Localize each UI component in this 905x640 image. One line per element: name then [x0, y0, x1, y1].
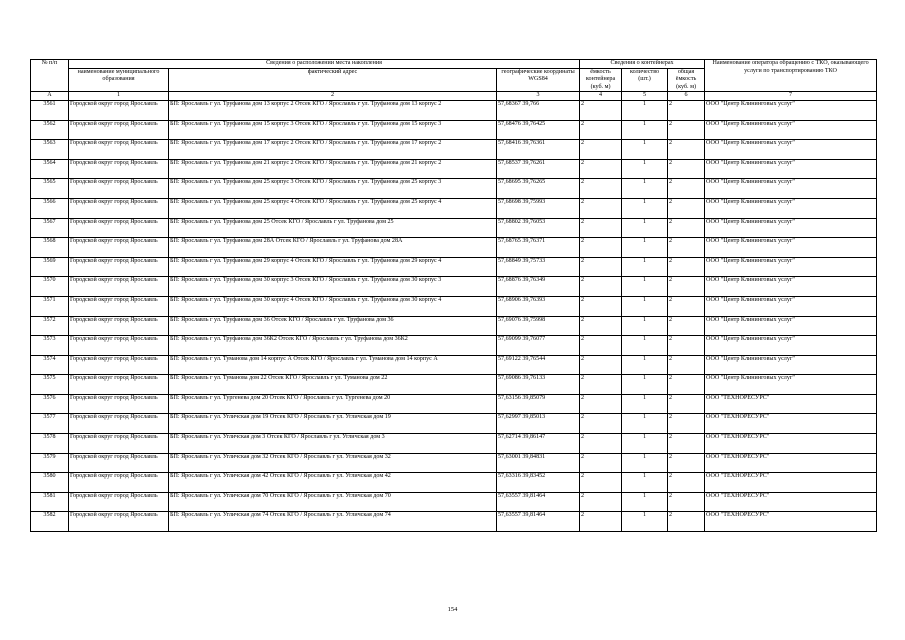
row-number: 3565 — [31, 179, 69, 199]
row-number: 3570 — [31, 277, 69, 297]
row-coords: 57,69099 39,76077 — [497, 336, 580, 356]
row-number: 3576 — [31, 394, 69, 414]
table-row — [31, 355, 877, 375]
row-number: 3574 — [31, 355, 69, 375]
header-coords: географические координаты WGS84 — [497, 68, 580, 92]
row-number: 3569 — [31, 257, 69, 277]
row-municipality: Городской округ город Ярославль — [69, 394, 169, 414]
row-address: БП: Ярославль г ул. Труфанова дом 17 корпус 2 Отсек КГО / Ярославль г ул. Труфанова дом 17 корпус 2 — [169, 140, 497, 160]
row-total: 2 — [668, 296, 705, 316]
row-municipality: Городской округ город Ярославль — [69, 277, 169, 297]
row-operator: ООО "Центр Клининговых услуг" — [705, 120, 877, 140]
row-municipality: Городской округ город Ярославль — [69, 414, 169, 434]
row-count: 1 — [622, 434, 668, 454]
row-number: 3568 — [31, 238, 69, 258]
row-coords: 57,68695 39,76265 — [497, 179, 580, 199]
row-municipality: Городской округ город Ярославль — [69, 257, 169, 277]
row-capacity: 2 — [580, 277, 622, 297]
row-coords: 57,68367 39,766 — [497, 100, 580, 120]
header-address: фактический адрес — [169, 68, 497, 92]
col-num-3: 3 — [497, 92, 580, 101]
row-count: 1 — [622, 257, 668, 277]
col-num-1: 1 — [69, 92, 169, 101]
header-capacity: ёмкость контейнера (куб. м) — [580, 68, 622, 92]
row-capacity: 2 — [580, 473, 622, 493]
row-address: БП: Ярославль г ул. Туманова дом 14 корпус А Отсек КГО / Ярославль г ул. Туманова дом 14 корпус А — [169, 355, 497, 375]
row-number: 3566 — [31, 198, 69, 218]
row-address: БП: Ярославль г ул. Туманова дом 22 Отсек КГО / Ярославль г ул. Туманова дом 22 — [169, 375, 497, 395]
row-capacity: 2 — [580, 100, 622, 120]
row-count: 1 — [622, 120, 668, 140]
row-address: БП: Ярославль г ул. Труфанова дом 30 корпус 3 Отсек КГО / Ярославль г ул. Труфанова дом 30 корпус 3 — [169, 277, 497, 297]
table-row — [31, 238, 877, 258]
row-coords: 57,68476 39,76425 — [497, 120, 580, 140]
header-containers: Сведения о контейнерах — [580, 60, 705, 69]
row-number: 3572 — [31, 316, 69, 336]
row-municipality: Городской округ город Ярославль — [69, 120, 169, 140]
row-coords: 57,69122 39,76544 — [497, 355, 580, 375]
row-number: 3579 — [31, 453, 69, 473]
row-capacity: 2 — [580, 140, 622, 160]
row-coords: 57,63156 39,85079 — [497, 394, 580, 414]
row-municipality: Городской округ город Ярославль — [69, 100, 169, 120]
row-coords: 57,68537 39,76261 — [497, 159, 580, 179]
row-operator: ООО "ТЕХНОРЕСУРС" — [705, 414, 877, 434]
table-row — [31, 159, 877, 179]
col-num-4: 4 — [580, 92, 622, 101]
header-operator: Наименование оператора обращению с ТКО, оказывающего услуги по транспортированию ТКО — [705, 60, 877, 92]
row-capacity: 2 — [580, 375, 622, 395]
row-municipality: Городской округ город Ярославль — [69, 238, 169, 258]
row-coords: 57,68876 39,76349 — [497, 277, 580, 297]
table-row — [31, 120, 877, 140]
row-capacity: 2 — [580, 159, 622, 179]
row-operator: ООО "Центр Клининговых услуг" — [705, 355, 877, 375]
row-count: 1 — [622, 100, 668, 120]
row-operator: ООО "Центр Клининговых услуг" — [705, 218, 877, 238]
table-row — [31, 375, 877, 395]
row-address: БП: Ярославль г ул. Труфанова дом 25 Отсек КГО / Ярославль г ул. Труфанова дом 25 — [169, 218, 497, 238]
row-count: 1 — [622, 336, 668, 356]
row-operator: ООО "Центр Клининговых услуг" — [705, 336, 877, 356]
row-address: БП: Ярославль г ул. Труфанова дом 15 корпус 3 Отсек КГО / Ярославль г ул. Труфанова дом 15 корпус 3 — [169, 120, 497, 140]
table-row — [31, 434, 877, 454]
row-number: 3571 — [31, 296, 69, 316]
row-count: 1 — [622, 140, 668, 160]
col-num-2: 2 — [169, 92, 497, 101]
table-row — [31, 336, 877, 356]
row-capacity: 2 — [580, 394, 622, 414]
row-total: 2 — [668, 140, 705, 160]
row-municipality: Городской округ город Ярославль — [69, 512, 169, 532]
row-count: 1 — [622, 316, 668, 336]
row-count: 1 — [622, 492, 668, 512]
table-row — [31, 512, 877, 532]
row-capacity: 2 — [580, 336, 622, 356]
row-total: 2 — [668, 375, 705, 395]
row-address: БП: Ярославль г ул. Угличская дом 70 Отсек КГО / Ярославль г ул. Угличская дом 70 — [169, 492, 497, 512]
row-number: 3567 — [31, 218, 69, 238]
header-total: общая ёмкость (куб. м) — [668, 68, 705, 92]
row-total: 2 — [668, 218, 705, 238]
table-row — [31, 296, 877, 316]
row-municipality: Городской округ город Ярославль — [69, 492, 169, 512]
row-total: 2 — [668, 238, 705, 258]
row-operator: ООО "Центр Клининговых услуг" — [705, 179, 877, 199]
row-operator: ООО "Центр Клининговых услуг" — [705, 375, 877, 395]
row-address: БП: Ярославль г ул. Труфанова дом 25 корпус 3 Отсек КГО / Ярославль г ул. Труфанова дом 25 корпус 3 — [169, 179, 497, 199]
row-address: БП: Ярославль г ул. Труфанова дом 29 корпус 4 Отсек КГО / Ярославль г ул. Труфанова дом 29 корпус 4 — [169, 257, 497, 277]
row-count: 1 — [622, 473, 668, 493]
row-number: 3580 — [31, 473, 69, 493]
row-number: 3581 — [31, 492, 69, 512]
row-total: 2 — [668, 277, 705, 297]
row-number: 3573 — [31, 336, 69, 356]
row-municipality: Городской округ город Ярославль — [69, 198, 169, 218]
row-coords: 57,69086 39,76133 — [497, 375, 580, 395]
row-count: 1 — [622, 394, 668, 414]
row-address: БП: Ярославль г ул. Труфанова дом 36 Отсек КГО / Ярославль г ул. Труфанова дом 36 — [169, 316, 497, 336]
row-capacity: 2 — [580, 218, 622, 238]
row-coords: 57,63557 39,81464 — [497, 492, 580, 512]
row-municipality: Городской округ город Ярославль — [69, 473, 169, 493]
row-coords: 57,63316 39,83452 — [497, 473, 580, 493]
row-total: 2 — [668, 492, 705, 512]
row-address: БП: Ярославль г ул. Труфанова дом 13 корпус 2 Отсек КГО / Ярославль г ул. Труфанова дом 13 корпус 2 — [169, 100, 497, 120]
table-row — [31, 179, 877, 199]
row-capacity: 2 — [580, 179, 622, 199]
row-capacity: 2 — [580, 512, 622, 532]
row-number: 3578 — [31, 434, 69, 454]
row-coords: 57,62997 39,85013 — [497, 414, 580, 434]
row-total: 2 — [668, 120, 705, 140]
table-row — [31, 453, 877, 473]
registry-table — [30, 59, 877, 532]
row-municipality: Городской округ город Ярославль — [69, 375, 169, 395]
row-total: 2 — [668, 434, 705, 454]
row-capacity: 2 — [580, 355, 622, 375]
table-row — [31, 218, 877, 238]
row-coords: 57,68849 39,75733 — [497, 257, 580, 277]
header-municipality: наименование муниципального образования — [69, 68, 169, 92]
row-operator: ООО "Центр Клининговых услуг" — [705, 296, 877, 316]
table-row — [31, 100, 877, 120]
col-num-5: 5 — [622, 92, 668, 101]
row-address: БП: Ярославль г ул. Угличская дом 19 Отсек КГО / Ярославль г ул. Угличская дом 19 — [169, 414, 497, 434]
row-count: 1 — [622, 375, 668, 395]
row-capacity: 2 — [580, 120, 622, 140]
row-coords: 57,68698 39,75993 — [497, 198, 580, 218]
row-total: 2 — [668, 453, 705, 473]
row-total: 2 — [668, 159, 705, 179]
table-row — [31, 492, 877, 512]
header-location: Сведения о расположении места накопления — [69, 60, 580, 69]
row-total: 2 — [668, 100, 705, 120]
table-header — [31, 60, 877, 101]
row-operator: ООО "ТЕХНОРЕСУРС" — [705, 473, 877, 493]
row-address: БП: Ярославль г ул. Труфанова дом 21 корпус 2 Отсек КГО / Ярославль г ул. Труфанова дом 21 корпус 2 — [169, 159, 497, 179]
col-num-6: 6 — [668, 92, 705, 101]
row-total: 2 — [668, 198, 705, 218]
row-operator: ООО "Центр Клининговых услуг" — [705, 100, 877, 120]
row-total: 2 — [668, 473, 705, 493]
row-count: 1 — [622, 512, 668, 532]
row-operator: ООО "Центр Клининговых услуг" — [705, 316, 877, 336]
row-count: 1 — [622, 355, 668, 375]
row-municipality: Городской округ город Ярославль — [69, 316, 169, 336]
col-num-7: 7 — [705, 92, 877, 101]
header-no: № п/п — [31, 60, 69, 92]
row-count: 1 — [622, 296, 668, 316]
table-row — [31, 316, 877, 336]
row-coords: 57,63001 39,84831 — [497, 453, 580, 473]
row-municipality: Городской округ город Ярославль — [69, 179, 169, 199]
row-count: 1 — [622, 159, 668, 179]
row-operator: ООО "Центр Клининговых услуг" — [705, 159, 877, 179]
row-count: 1 — [622, 238, 668, 258]
row-total: 2 — [668, 336, 705, 356]
row-capacity: 2 — [580, 453, 622, 473]
row-number: 3582 — [31, 512, 69, 532]
row-total: 2 — [668, 512, 705, 532]
row-operator: ООО "Центр Клининговых услуг" — [705, 198, 877, 218]
row-address: БП: Ярославль г ул. Труфанова дом 36К2 Отсек КГО / Ярославль г ул. Труфанова дом 36К2 — [169, 336, 497, 356]
row-operator: ООО "ТЕХНОРЕСУРС" — [705, 394, 877, 414]
row-total: 2 — [668, 394, 705, 414]
table-row — [31, 277, 877, 297]
row-capacity: 2 — [580, 257, 622, 277]
row-number: 3561 — [31, 100, 69, 120]
table-row — [31, 473, 877, 493]
row-operator: ООО "Центр Клининговых услуг" — [705, 238, 877, 258]
row-total: 2 — [668, 316, 705, 336]
row-capacity: 2 — [580, 316, 622, 336]
row-address: БП: Ярославль г ул. Угличская дом 42 Отсек КГО / Ярославль г ул. Угличская дом 42 — [169, 473, 497, 493]
row-total: 2 — [668, 355, 705, 375]
row-municipality: Городской округ город Ярославль — [69, 218, 169, 238]
row-address: БП: Ярославль г ул. Труфанова дом 25 корпус 4 Отсек КГО / Ярославль г ул. Труфанова дом 25 корпус 4 — [169, 198, 497, 218]
row-operator: ООО "Центр Клининговых услуг" — [705, 277, 877, 297]
row-operator: ООО "Центр Клининговых услуг" — [705, 257, 877, 277]
header-count: количество (шт.) — [622, 68, 668, 92]
row-address: БП: Ярославль г ул. Угличская дом 74 Отсек КГО / Ярославль г ул. Угличская дом 74 — [169, 512, 497, 532]
row-coords: 57,69076 39,75998 — [497, 316, 580, 336]
row-coords: 57,62714 39,86147 — [497, 434, 580, 454]
row-municipality: Городской округ город Ярославль — [69, 140, 169, 160]
page-number: 154 — [447, 606, 458, 613]
row-address: БП: Ярославль г ул. Труфанова дом 28А Отсек КГО / Ярославль г ул. Труфанова дом 28А — [169, 238, 497, 258]
row-operator: ООО "ТЕХНОРЕСУРС" — [705, 512, 877, 532]
row-number: 3577 — [31, 414, 69, 434]
row-address: БП: Ярославль г ул. Труфанова дом 30 корпус 4 Отсек КГО / Ярославль г ул. Труфанова дом 30 корпус 4 — [169, 296, 497, 316]
table-row — [31, 414, 877, 434]
row-operator: ООО "ТЕХНОРЕСУРС" — [705, 492, 877, 512]
row-municipality: Городской округ город Ярославль — [69, 296, 169, 316]
row-operator: ООО "Центр Клининговых услуг" — [705, 140, 877, 160]
row-count: 1 — [622, 453, 668, 473]
row-number: 3563 — [31, 140, 69, 160]
row-municipality: Городской округ город Ярославль — [69, 355, 169, 375]
table-row — [31, 257, 877, 277]
table-body — [31, 100, 877, 531]
row-total: 2 — [668, 257, 705, 277]
row-municipality: Городской округ город Ярославль — [69, 159, 169, 179]
row-count: 1 — [622, 277, 668, 297]
row-capacity: 2 — [580, 414, 622, 434]
row-total: 2 — [668, 414, 705, 434]
row-coords: 57,68765 39,76371 — [497, 238, 580, 258]
row-number: 3564 — [31, 159, 69, 179]
row-address: БП: Ярославль г ул. Угличская дом 32 Отсек КГО / Ярославль г ул. Угличская дом 32 — [169, 453, 497, 473]
table-row — [31, 140, 877, 160]
row-municipality: Городской округ город Ярославль — [69, 434, 169, 454]
column-number-row — [31, 92, 877, 101]
row-address: БП: Ярославль г ул. Тургенева дом 20 Отсек КГО / Ярославль г ул. Тургенева дом 20 — [169, 394, 497, 414]
row-number: 3562 — [31, 120, 69, 140]
row-count: 1 — [622, 414, 668, 434]
row-coords: 57,68416 39,76361 — [497, 140, 580, 160]
row-coords: 57,68802 39,76053 — [497, 218, 580, 238]
row-count: 1 — [622, 179, 668, 199]
col-num-0: А — [31, 92, 69, 101]
row-capacity: 2 — [580, 296, 622, 316]
row-municipality: Городской округ город Ярославль — [69, 336, 169, 356]
row-address: БП: Ярославль г ул. Угличская дом 3 Отсек КГО / Ярославль г ул. Угличская дом 3 — [169, 434, 497, 454]
row-total: 2 — [668, 179, 705, 199]
row-operator: ООО "ТЕХНОРЕСУРС" — [705, 434, 877, 454]
row-operator: ООО "ТЕХНОРЕСУРС" — [705, 453, 877, 473]
row-count: 1 — [622, 218, 668, 238]
table-row — [31, 394, 877, 414]
row-capacity: 2 — [580, 238, 622, 258]
row-capacity: 2 — [580, 492, 622, 512]
row-coords: 57,63557 39,81464 — [497, 512, 580, 532]
table-row — [31, 198, 877, 218]
row-number: 3575 — [31, 375, 69, 395]
row-coords: 57,68906 39,76393 — [497, 296, 580, 316]
row-count: 1 — [622, 198, 668, 218]
row-municipality: Городской округ город Ярославль — [69, 453, 169, 473]
row-capacity: 2 — [580, 434, 622, 454]
row-capacity: 2 — [580, 198, 622, 218]
